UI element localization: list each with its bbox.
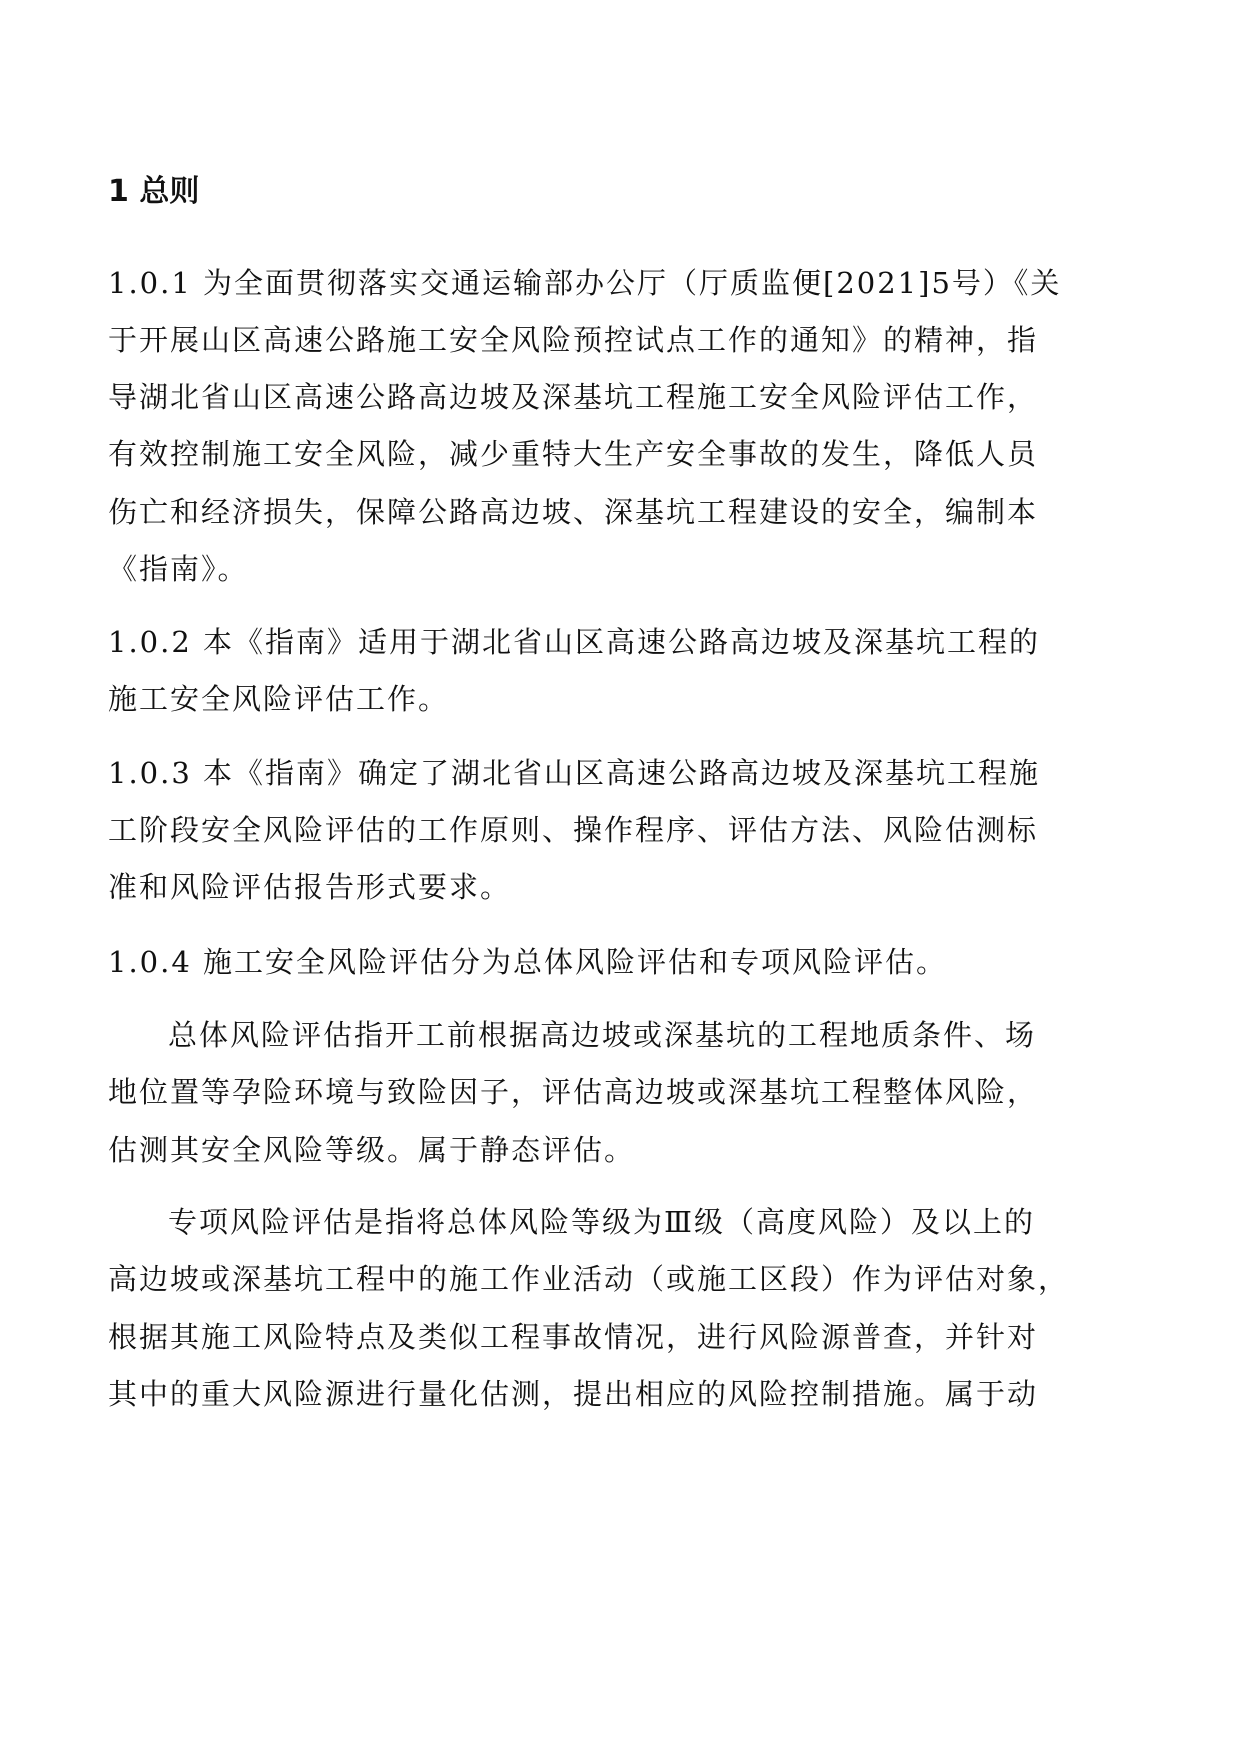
text-line: 《指南》。	[108, 552, 249, 586]
text-line: 总体风险评估指开工前根据高边坡或深基坑的工程地质条件、场	[168, 1018, 1037, 1052]
text-line: 1.0.4 施工安全风险评估分为总体风险评估和专项风险评估。	[108, 945, 948, 979]
text-line: 其中的重大风险源进行量化估测，提出相应的风险控制措施。属于动	[108, 1377, 1039, 1411]
text-line: 有效控制施工安全风险，减少重特大生产安全事故的发生，降低人员	[108, 437, 1039, 471]
text-line: 伤亡和经济损失，保障公路高边坡、深基坑工程建设的安全，编制本	[108, 495, 1039, 529]
text-line: 根据其施工风险特点及类似工程事故情况，进行风险源普查，并针对	[108, 1320, 1039, 1354]
text-line: 估测其安全风险等级。属于静态评估。	[108, 1133, 636, 1167]
text-line: 1.0.3 本《指南》确定了湖北省山区高速公路高边坡及深基坑工程施	[108, 756, 1041, 790]
text-line: 于开展山区高速公路施工安全风险预控试点工作的通知》的精神，指	[108, 323, 1039, 357]
text-line: 高边坡或深基坑工程中的施工作业活动（或施工区段）作为评估对象，	[108, 1262, 1070, 1296]
text-line: 地位置等孕险环境与致险因子，评估高边坡或深基坑工程整体风险，	[108, 1075, 1039, 1109]
text-line: 1.0.1 为全面贯彻落实交通运输部办公厅（厅质监便[2021]5号）《关	[108, 266, 1062, 300]
text-line: 导湖北省山区高速公路高边坡及深基坑工程施工安全风险评估工作，	[108, 380, 1039, 414]
text-line: 专项风险评估是指将总体风险等级为Ⅲ级（高度风险）及以上的	[168, 1205, 1035, 1239]
text-line: 1.0.2 本《指南》适用于湖北省山区高速公路高边坡及深基坑工程的	[108, 625, 1041, 659]
text-line: 准和风险评估报告形式要求。	[108, 870, 512, 904]
text-line: 工阶段安全风险评估的工作原则、操作程序、评估方法、风险估测标	[108, 813, 1039, 847]
text-line: 施工安全风险评估工作。	[108, 682, 450, 716]
section-heading: 1 总则	[108, 174, 200, 209]
